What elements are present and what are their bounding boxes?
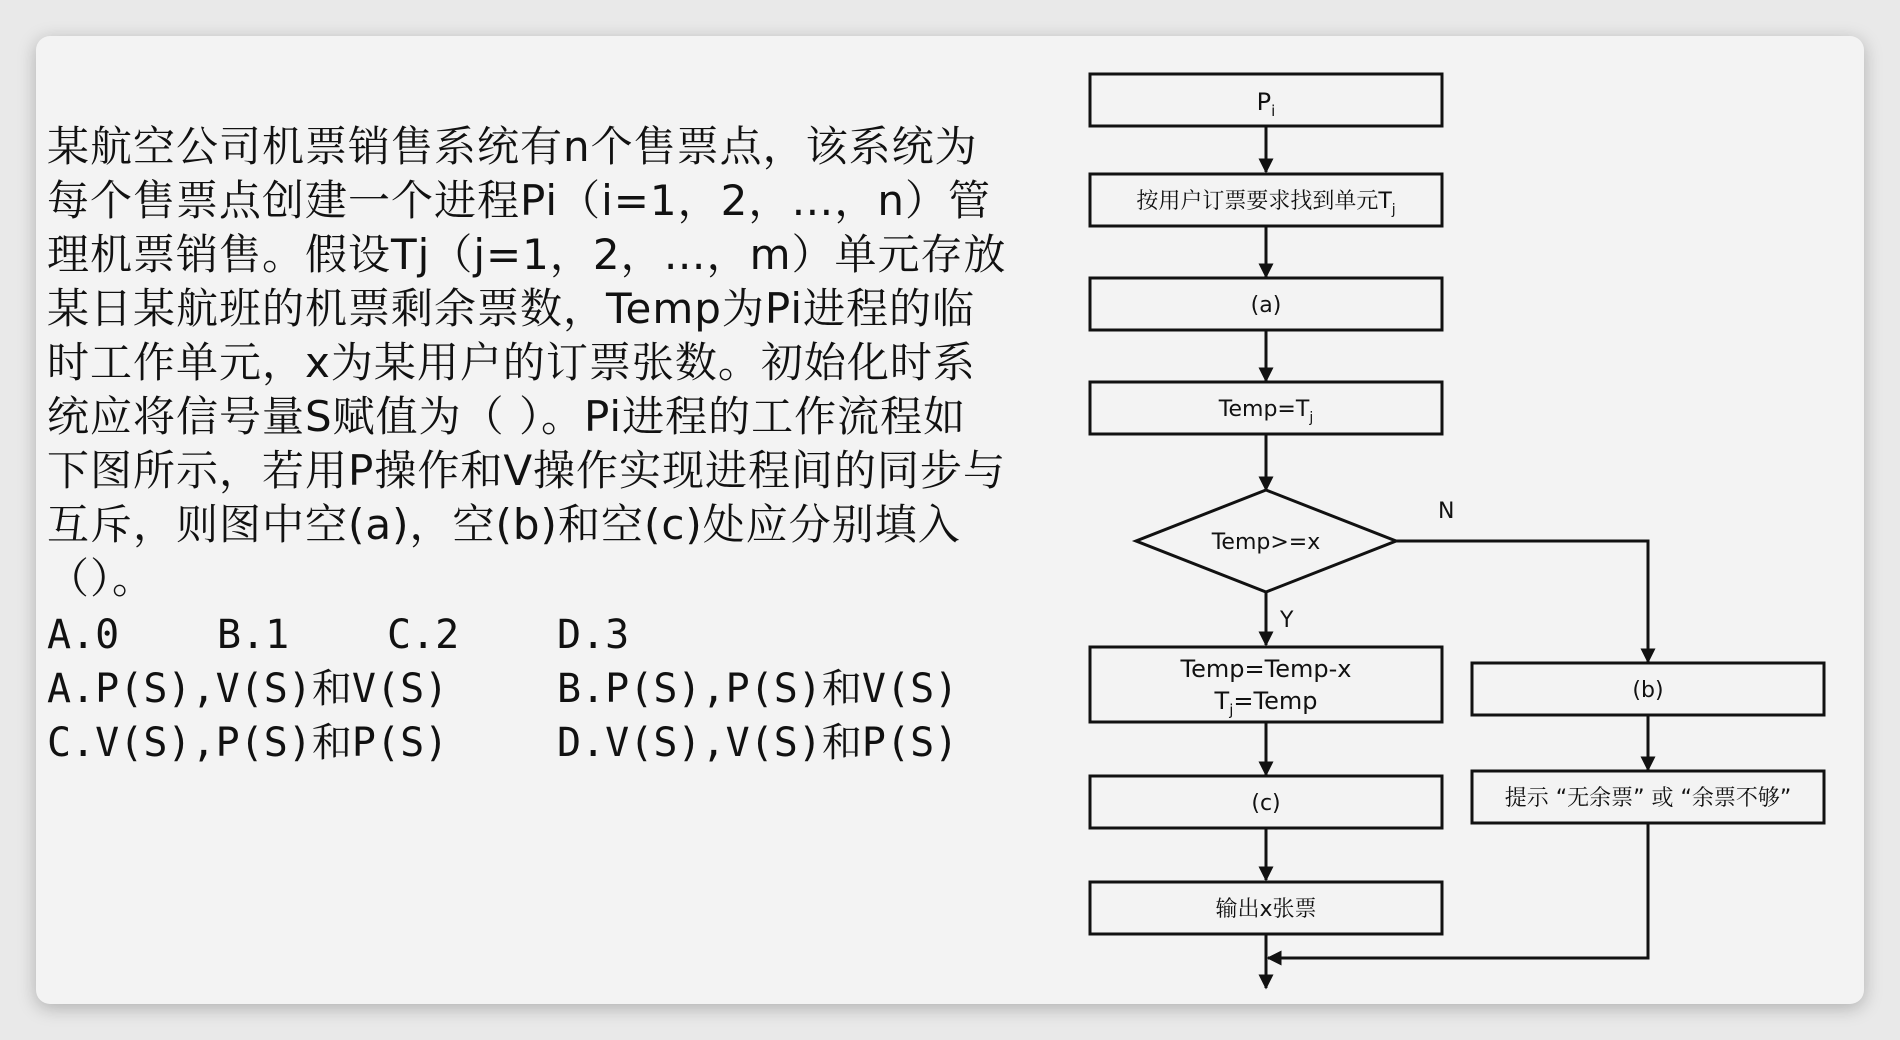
start-label: $P_i$ — [1256, 88, 1276, 120]
blank-b-label: (b) — [1632, 678, 1664, 703]
option-b-value[interactable]: B.1 — [217, 612, 290, 658]
question-line: （）。 — [47, 554, 156, 603]
blank-c-label: (c) — [1251, 791, 1281, 816]
update-line-2: $T_j=Temp$ — [1214, 687, 1318, 719]
arrow-no-branch — [1396, 541, 1648, 662]
question-line: 时工作单元，x为某用户的订票张数。初始化时系 — [47, 338, 976, 387]
question-line: 某航空公司机票销售系统有n个售票点，该系统为 — [47, 122, 978, 171]
question-line: 某日某航班的机票剩余票数，Temp为Pi进程的临 — [47, 284, 976, 333]
find-unit-label: 按用户订票要求找到单元$T_j$ — [1136, 189, 1396, 218]
question-line: 互斥，则图中空(a)，空(b)和空(c)处应分别填入 — [47, 500, 961, 549]
no-label: N — [1438, 499, 1455, 524]
update-line-1: Temp=Temp-x — [1180, 655, 1352, 683]
decision-label: Temp>=x — [1211, 530, 1321, 555]
question-line: 下图所示，若用P操作和V操作实现进程间的同步与 — [47, 446, 1007, 495]
notice-label: 提示 “无余票” 或 “余票不够” — [1504, 786, 1792, 811]
option-a-value[interactable]: A.0 — [47, 612, 120, 658]
assign-temp-label: $Temp=T_j$ — [1218, 397, 1314, 426]
option-b-ops[interactable]: B.P(S),P(S)和V(S) — [557, 666, 959, 712]
option-d-value[interactable]: D.3 — [557, 612, 630, 658]
option-a-ops[interactable]: A.P(S),V(S)和V(S) — [47, 666, 449, 712]
question-line: 每个售票点创建一个进程Pi（i=1，2，…，n）管 — [47, 176, 991, 225]
question-line: 统应将信号量S赋值为（ ）。Pi进程的工作流程如 — [47, 392, 967, 441]
output-label: 输出x张票 — [1215, 897, 1317, 922]
option-d-ops[interactable]: D.V(S),V(S)和P(S) — [557, 720, 959, 766]
option-c-value[interactable]: C.2 — [387, 612, 460, 658]
question-line: 理机票销售。假设Tj（j=1，2，…，m）单元存放 — [47, 230, 1007, 279]
option-c-ops[interactable]: C.V(S),P(S)和P(S) — [47, 720, 449, 766]
yes-label: Y — [1280, 608, 1294, 633]
blank-a-label: (a) — [1250, 293, 1282, 318]
